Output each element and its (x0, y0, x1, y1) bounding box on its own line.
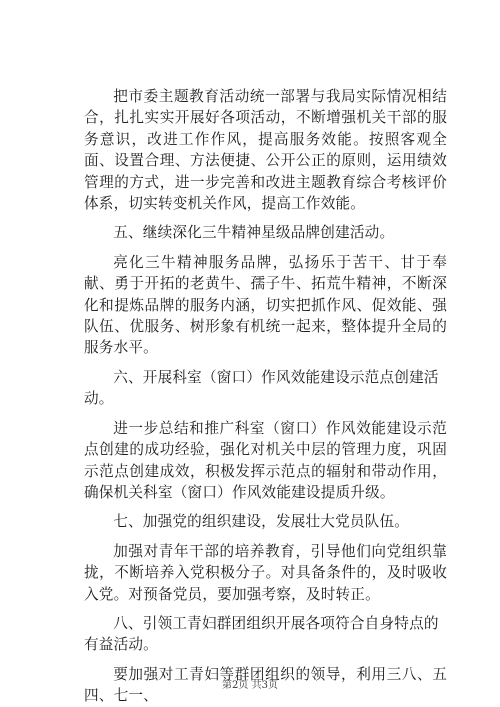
paragraph-intro: 把市委主题教育活动统一部署与我局实际情况相结合，扎扎实实开展好各项活动，不断增强机关干部的服务意识，改进工作作风，提高服务效能。按照客观全面、设置合理、方法便捷、公开公正的原则，运用绩效管理的方式，进一步完善和改进主题教育综合考核评价体系，切实转变机关作风，提高工作效能。 (84, 88, 447, 213)
document-body (84, 86, 447, 707)
section-heading-5: 五、继续深化三牛精神星级品牌创建活动。 (113, 224, 395, 242)
paragraph-section-5: 亮化三牛精神服务品牌，弘扬乐于苦干、甘于奉献、勇于开拓的老黄牛、孺子牛、拓荒牛精神，不断深化和提炼品牌的服务内涵，切实把抓作风、促效能、强队伍、优服务、树形象有机统一起来，整体提升全局的服务水平。 (84, 253, 447, 357)
section-heading-7: 七、加强党的组织建设，发展壮大党员队伍。 (113, 513, 410, 531)
paragraph-section-7: 加强对青年干部的培养教育，引导他们向党组织靠拢，不断培养入党积极分子。对具备条件的，及时吸收入党。对预备党员，要加强考察，及时转正。 (84, 542, 447, 603)
page-footer: 第2页 共3页 (222, 680, 278, 691)
section-heading-6: 六、开展科室（窗口）作风效能建设示范点创建活动。 (84, 368, 439, 408)
paragraph-section-6: 进一步总结和推广科室（窗口）作风效能建设示范点创建的成功经验，强化对机关中层的管理力度，巩固示范点创建成效，积极发挥示范点的辐射和带动作用，确保机关科室（窗口）作风效能建设提质升级。 (84, 419, 447, 501)
paragraph-section-8: 要加强对工青妇等群团组织的领导，利用三八、五四、七一、 (84, 665, 447, 705)
section-heading-8: 八、引领工青妇群团组织开展各项符合自身特点的有益活动。 (84, 614, 439, 654)
